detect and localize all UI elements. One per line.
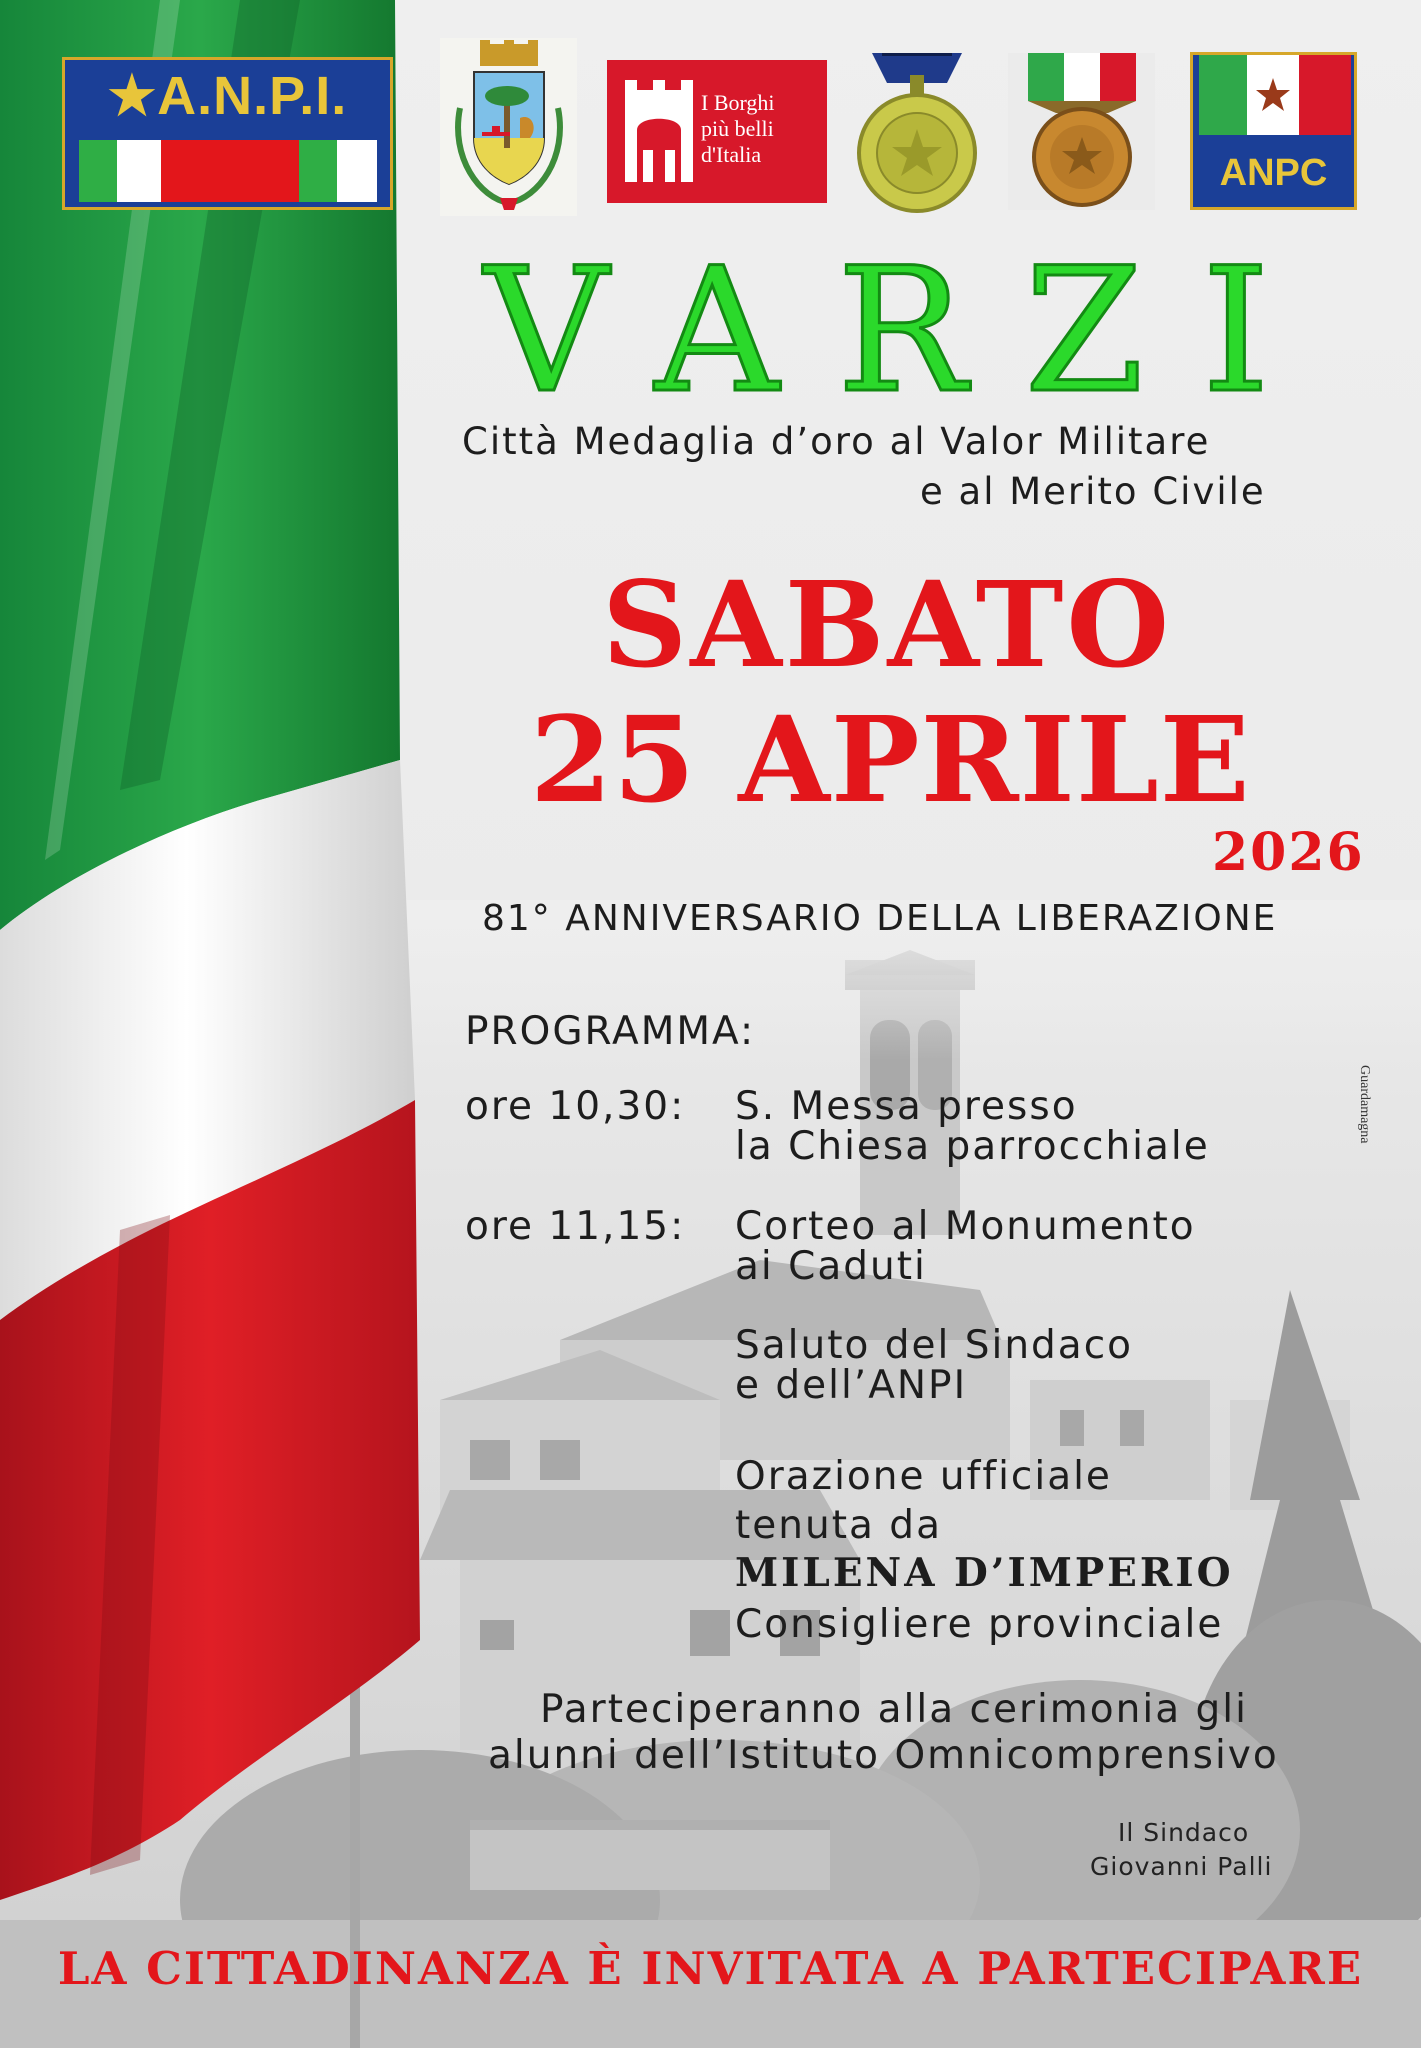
anniversary-heading: 81° ANNIVERSARIO DELLA LIBERAZIONE (482, 898, 1278, 939)
borghi-piu-belli-logo (607, 60, 827, 203)
program-item-3-line1: Saluto del Sindaco (735, 1323, 1134, 1368)
signature-name: Giovanni Palli (1090, 1852, 1273, 1881)
program-item-3-line2: e dell’ANPI (735, 1363, 968, 1408)
town-title (466, 240, 1346, 410)
program-item-1-line1: S. Messa presso (735, 1084, 1078, 1129)
program-item-2-line2: ai Caduti (735, 1244, 927, 1289)
event-day-month: 25 APRILE (530, 690, 1251, 829)
participation-line2: alunni dell’Istituto Omnicomprensivo (488, 1733, 1279, 1778)
event-weekday: SABATO (602, 555, 1173, 694)
program-label: PROGRAMMA: (465, 1009, 756, 1054)
medal-icon (852, 53, 982, 218)
participation-line1: Parteciperanno alla cerimonia gli (540, 1687, 1248, 1732)
medal-icon (1008, 53, 1155, 210)
varzi-coat-of-arms-logo (440, 38, 577, 216)
military-valor-medal-image (852, 53, 982, 218)
speaker-role: Consigliere provinciale (735, 1602, 1224, 1647)
borghi-logo-text: I Borghi più belli d'Italia (701, 90, 775, 167)
subtitle-line1: Città Medaglia d’oro al Valor Militare (462, 420, 1211, 463)
signature-title: Il Sindaco (1118, 1818, 1250, 1847)
program-item-4-line1: Orazione ufficiale (735, 1454, 1112, 1499)
invitation-footer: LA CITTADINANZA È INVITATA A PARTECIPARE (57, 1942, 1364, 1995)
program-item-1-line2: la Chiesa parrocchiale (735, 1124, 1210, 1169)
program-item-1-time: ore 10,30: (465, 1084, 686, 1129)
photo-credit: Guardamagna (1357, 1065, 1372, 1144)
anpi-logo (62, 57, 393, 210)
star-icon (1253, 75, 1293, 115)
town-title-text: VARZI (484, 240, 1328, 410)
speaker-name: MILENA D’IMPERIO (735, 1550, 1234, 1596)
program-item-2-line1: Corteo al Monumento (735, 1204, 1196, 1249)
event-year: 2026 (1212, 822, 1365, 883)
anpc-logo-label: ANPC (1219, 152, 1328, 194)
subtitle-line2: e al Merito Civile (920, 470, 1266, 513)
coat-of-arms-icon (440, 38, 577, 216)
program-item-2-time: ore 11,15: (465, 1204, 686, 1249)
anpc-logo (1190, 52, 1357, 210)
program-item-4-line2: tenuta da (735, 1503, 942, 1548)
italian-flag-image (0, 0, 480, 2048)
civil-merit-medal-image (1008, 53, 1155, 210)
anpi-logo-label: ★A.N.P.I. (107, 66, 348, 126)
